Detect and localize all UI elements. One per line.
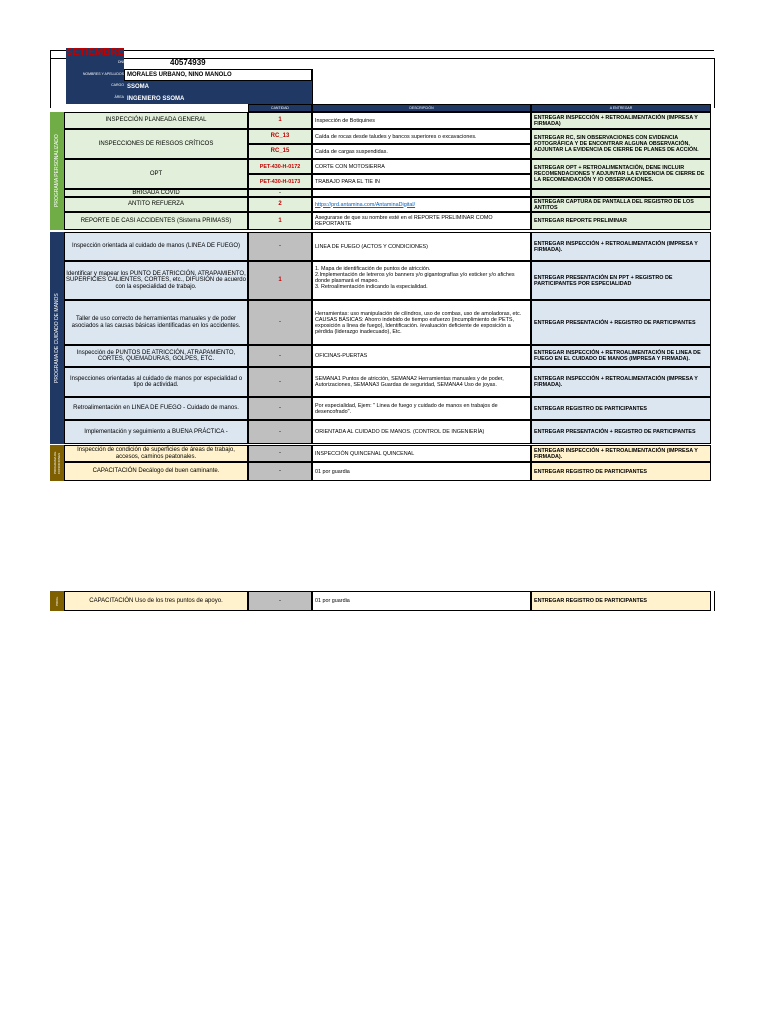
row-y1-activity: Inspección de condición de superficies de áreas de trabajo, accesos, caminos peatonales. (64, 445, 248, 462)
row-r2-deliver: ENTREGAR RC, SIN OBSERVACIONES CON EVIDENCIA FOTOGRÁFICA Y DE ENCONTRAR ALGUNA OBSERVACIÓN, ADJUNTAR LA EVIDENCIA DE CIERRE DE PLANES DE ACCIÓN. (531, 129, 711, 159)
col-descripcion: DESCRIPCIÓN (312, 104, 531, 112)
row-y2-desc: 01 por guardia (312, 462, 531, 481)
top-border (50, 50, 714, 51)
row-r4-activity: BRIGADA COVID (64, 189, 248, 197)
lower-right-border (714, 591, 715, 611)
row-r3-qty-a: PET-430-H-0172 (248, 159, 312, 174)
dni-label: DNI (117, 60, 124, 64)
row-m7-activity: Implementación y seguimiento a BUENA PRÁCTICA - (64, 420, 248, 444)
right-border (714, 58, 715, 108)
row-r5-desc-cell (312, 197, 531, 212)
row-r5-deliver: ENTREGAR CAPTURA DE PANTALLA DEL REGISTRO DE LOS ANTITOS (531, 197, 711, 212)
section-small: PROG. (50, 591, 64, 611)
row-r5-qty: 2 (248, 197, 312, 212)
row-r2-qty-b: RC_15 (248, 144, 312, 159)
area-value: INGENIERO SSOMA (124, 93, 312, 104)
row-m2-desc-line1: 1. Mapa de identificación de puntos de atricción. (315, 266, 431, 272)
row-m4-activity: Inspección de PUNTOS DE ATRICCIÓN, ATRAPAMIENTO, CORTES, QUEMADURAS, GOLPES, ETC. (64, 345, 248, 367)
row-y1-desc: INSPECCIÓN QUINCENAL QUINCENAL (312, 445, 531, 462)
row-m2-deliver: ENTREGAR PRESENTACIÓN EN PPT + REGISTRO DE PARTICIPANTES POR ESPECIALIDAD (531, 261, 711, 300)
row-m1-desc: LINEA DE FUEGO (ACTOS Y CONDICIONES) (312, 232, 531, 261)
row-y3-desc: 01 por guardia (312, 591, 531, 611)
cargo-value: SSOMA (124, 81, 312, 93)
section-personalizado: PROGRAMA PERSONALIZADO (50, 112, 64, 230)
row-m1-deliver: ENTREGAR INSPECCIÓN + RETROALIMENTACIÓN (IMPRESA Y FIRMADA). (531, 232, 711, 261)
row-r6-activity: REPORTE DE CASI ACCIDENTES (Sistema PRIMASS) (64, 212, 248, 230)
row-r3-desc-b: TRABAJO PARA EL TIE IN (312, 174, 531, 189)
dni-value: 40574939 (170, 58, 206, 67)
row-r3-activity: OPT (64, 159, 248, 189)
row-y2-qty: - (248, 462, 312, 481)
row-m5-deliver: ENTREGAR INSPECCIÓN + RETROALIMENTACIÓN (IMPRESA Y FIRMADA). (531, 367, 711, 397)
name-label: NOMBRES Y APELLIDOS (82, 72, 124, 76)
row-y1-deliver: ENTREGAR INSPECCIÓN + RETROALIMENTACIÓN (IMPRESA Y FIRMADA). (531, 445, 711, 462)
row-r3-qty-b: PET-430-H-0173 (248, 174, 312, 189)
row-r1-desc: Inspección de Botiquines (312, 112, 531, 129)
row-m5-qty: - (248, 367, 312, 397)
name-value: MORALES URBANO, NINO MANOLO (124, 69, 312, 81)
row-m3-deliver: ENTREGAR PRESENTACIÓN + REGISTRO DE PARTICIPANTES (531, 300, 711, 345)
row-y2-deliver: ENTREGAR REGISTRO DE PARTICIPANTES (531, 462, 711, 481)
row-y3-deliver: ENTREGAR REGISTRO DE PARTICIPANTES (531, 591, 711, 611)
area-label: ÁREA (114, 95, 124, 99)
row-m2-activity: Identificar y mapear los PUNTO DE ATRICCIÓN, ATRAPAMIENTO, SUPERFICIES CALIENTES, CORTES, etc., DIFUSIÓN de acuerdo con la especialidad de trabajo. (64, 261, 248, 300)
row-r1-qty: 1 (248, 112, 312, 129)
row-r1-deliver: ENTREGAR INSPECCIÓN + RETROALIMENTACIÓN (IMPRESA Y FIRMADA) (531, 112, 711, 129)
row-m3-qty: - (248, 300, 312, 345)
row-y3-activity: CAPACITACIÓN Uso de los tres puntos de apoyo. (64, 591, 248, 611)
row-m4-deliver: ENTREGAR INSPECCIÓN + RETROALIMENTACIÓN DE LINEA DE FUEGO EN EL CUIDADO DE MANOS (IMPRESA Y FIRMADA). (531, 345, 711, 367)
antamina-link[interactable]: https://prd.antamina.com/AntaminaDigital/ (315, 201, 416, 208)
row-m4-qty: - (248, 345, 312, 367)
row-r3-deliver: ENTREGAR OPT + RETROALIMENTACIÓN, DENE INCLUIR RECOMENDACIONES Y ADJUNTAR LA EVIDENCIA DE CIERRE DE LA RECOMENDACIÓN Y /O OBSERVACIONES. (531, 159, 711, 189)
row-r6-deliver: ENTREGAR REPORTE PRELIMINAR (531, 212, 711, 230)
row-m2-qty: 1 (248, 261, 312, 300)
row-m6-deliver: ENTREGAR REGISTRO DE PARTICIPANTES (531, 397, 711, 420)
row-m7-qty: - (248, 420, 312, 444)
section-manos: PROGRAMA DE CUIDADO DE MANOS (50, 232, 64, 444)
row-y2-activity: CAPACITACIÓN Decálogo del buen caminante. (64, 462, 248, 481)
row-r5-activity: ANTITO REFUERZA (64, 197, 248, 212)
row-r6-qty: 1 (248, 212, 312, 230)
row-m6-desc: Por especialidad, Ejem: " Linea de fuego y cuidado de manos en trabajos de desencofrado". (312, 397, 531, 420)
row-m6-activity: Retroalimentación en LINEA DE FUEGO - Cuidado de manos. (64, 397, 248, 420)
row-y3-qty: - (248, 591, 312, 611)
row-m7-desc: ORIENTADA AL CUIDADO DE MANOS. (CONTROL DE INGENIERÍA) (312, 420, 531, 444)
row-m2-desc-line3: 3. Retroalimentación indicando la especialidad. (315, 284, 428, 290)
left-border (50, 50, 51, 108)
row-m5-desc: SEMANA1 Puntos de atricción, SEMANA2 Herramientas manuales y de poder, Autorizaciones, SEMANA3 Guardas de seguridad, SEMANA4 Uso de joyas. (312, 367, 531, 397)
col-cantidad: CANTIDAD (248, 104, 312, 112)
row-r2-qty-a: RC_13 (248, 129, 312, 144)
row-m2-desc-line2: 2.Implementación de letreros y/o banners y/o gigantografías y/o esticker y/o afiches donde plasmará el mapeo. (315, 272, 515, 284)
top-border-2 (50, 58, 714, 59)
row-r2-desc-a: Caída de rocas desde taludes y bancos superiores o excavaciones. (312, 129, 531, 144)
row-m4-desc: OFICINAS-PUERTAS (312, 345, 531, 367)
row-m6-qty: - (248, 397, 312, 420)
col-entregar: A ENTREGAR (531, 104, 711, 112)
row-m2-desc (312, 261, 531, 300)
row-y1-qty: - (248, 445, 312, 462)
row-m3-activity: Taller de uso correcto de herramientas manuales y de poder asociados a las causas básicas identificadas en los accidentes. (64, 300, 248, 345)
row-r4-deliver (531, 189, 711, 197)
section-condiciones: PROGRAMA DE CONDICIONES (50, 445, 64, 481)
row-r4-qty: - (248, 189, 312, 197)
row-m3-desc: Herramientas: uso manipulación de cilindros, uso de combas, uso de amoladoras, etc. CAUSAS BÁSICAS: Ahorro indebido de tiempo esfuerzo (incumplimiento de PETS, exposición a línea de fuego), Identificación. /evaluación deficiente de exposición a pérdida (liderazgo inadecuado), Etc. (312, 300, 531, 345)
row-m5-activity: Inspecciones orientadas al cuidado de manos por especialidad o tipo de actividad. (64, 367, 248, 397)
row-r4-desc (312, 189, 531, 197)
month-title: SETIEMBRE (66, 47, 125, 58)
row-r6-desc: Asegurarse de que su nombre esté en el REPORTE PRELIMINAR COMO REPORTANTE (312, 212, 531, 230)
row-r3-desc-a: CORTE CON MOTOSIERRA (312, 159, 531, 174)
cargo-label: CARGO (111, 83, 124, 87)
row-m1-qty: - (248, 232, 312, 261)
row-r2-desc-b: Caída de cargas suspendidas. (312, 144, 531, 159)
row-r2-activity: INSPECCIONES DE RIESGOS CRÍTICOS (64, 129, 248, 159)
row-m1-activity: Inspección orientada al cuidado de manos (LINEA DE FUEGO) (64, 232, 248, 261)
row-r1-activity: INSPECCIÓN PLANEADA GENERAL (64, 112, 248, 129)
row-m7-deliver: ENTREGAR PRESENTACIÓN + REGISTRO DE PARTICIPANTES (531, 420, 711, 444)
